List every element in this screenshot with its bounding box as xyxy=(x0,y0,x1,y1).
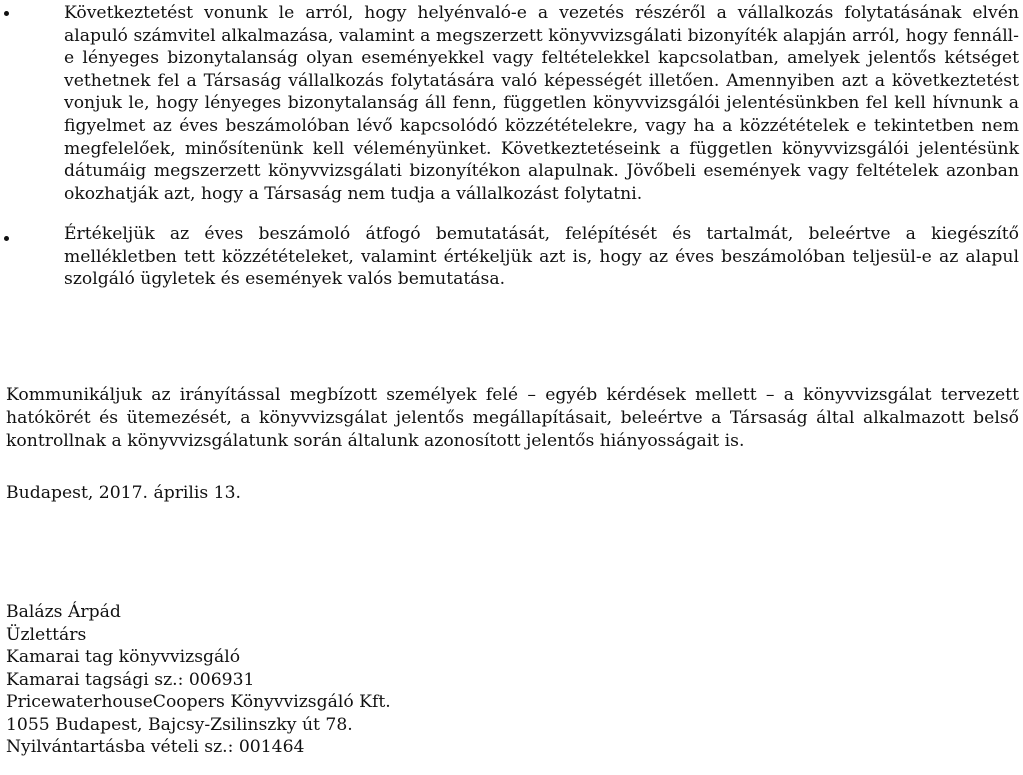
signatory-role: Kamarai tag könyvvizsgáló xyxy=(6,647,241,667)
bullet-text: Következtetést vonunk le arról, hogy helyénvaló-e a vezetés részéről a vállalkozás folytatásának elvén alapuló számvitel alkalmazása, valamint a megszerzett könyvvizsgálati bizonyíték alapján arról, hogy fennáll-e lényeges bizonytalanság olyan eseményekkel vagy feltételekkel kapcsolatban, amelyek jelentős kétséget vethetnek fel a Társaság vállalkozás folytatására való képességét illetően. Amennyiben azt a következtetést vonjuk le, hogy lényeges bizonytalanság áll fenn, független könyvvizsgálói jelentésünkben fel kell hívnunk a figyelmet az éves beszámolóban lévő kapcsolódó közzétételekre, vagy ha a közzétételek e tekintetben nem megfelelőek, minősítenünk kell véleményünket. Következtetéseink a független könyvvizsgálói jelentésünk dátumáig megszerzett könyvvizsgálati bizonyítékon alapulnak. Jövőbeli események vagy feltételek azonban okozhatják azt, hogy a Társaság nem tudja a vállalkozást folytatni. xyxy=(64,3,1019,204)
bullet-text: Értékeljük az éves beszámoló átfogó bemutatását, felépítését és tartalmát, beleértve a kiegészítő mellékletben tett közzétételeket, valamint értékeljük azt is, hogy az éves beszámolóban teljesül-e az alapul szolgáló ügyletek és események valós bemutatása. xyxy=(64,224,1019,290)
signatory-title: Üzlettárs xyxy=(6,624,87,645)
firm-name: PricewaterhouseCoopers Könyvvizsgáló Kft. xyxy=(6,692,391,712)
bullet-dot-icon xyxy=(4,11,9,16)
communication-paragraph: Kommunikáljuk az irányítással megbízott személyek felé – egyéb kérdések mellett – a könyvvizsgálat tervezett hatókörét és ütemezését, a könyvvizsgálat jelentős megállapításait, beleértve a Társaság által alkalmazott belső kontrollnak a könyvvizsgálatunk során általunk azonosított jelentős hiányosságait is. xyxy=(6,385,1019,451)
firm-address: 1055 Budapest, Bajcsy-Zsilinszky út 78. xyxy=(6,714,353,735)
membership-number: Kamarai tagsági sz.: 006931 xyxy=(6,669,255,690)
signature-block xyxy=(6,601,391,759)
bullet-dot-icon xyxy=(4,236,9,241)
date-line: Budapest, 2017. április 13. xyxy=(6,483,242,503)
registration-number: Nyilvántartásba vételi sz.: 001464 xyxy=(6,737,305,757)
signatory-name: Balázs Árpád xyxy=(6,602,121,622)
